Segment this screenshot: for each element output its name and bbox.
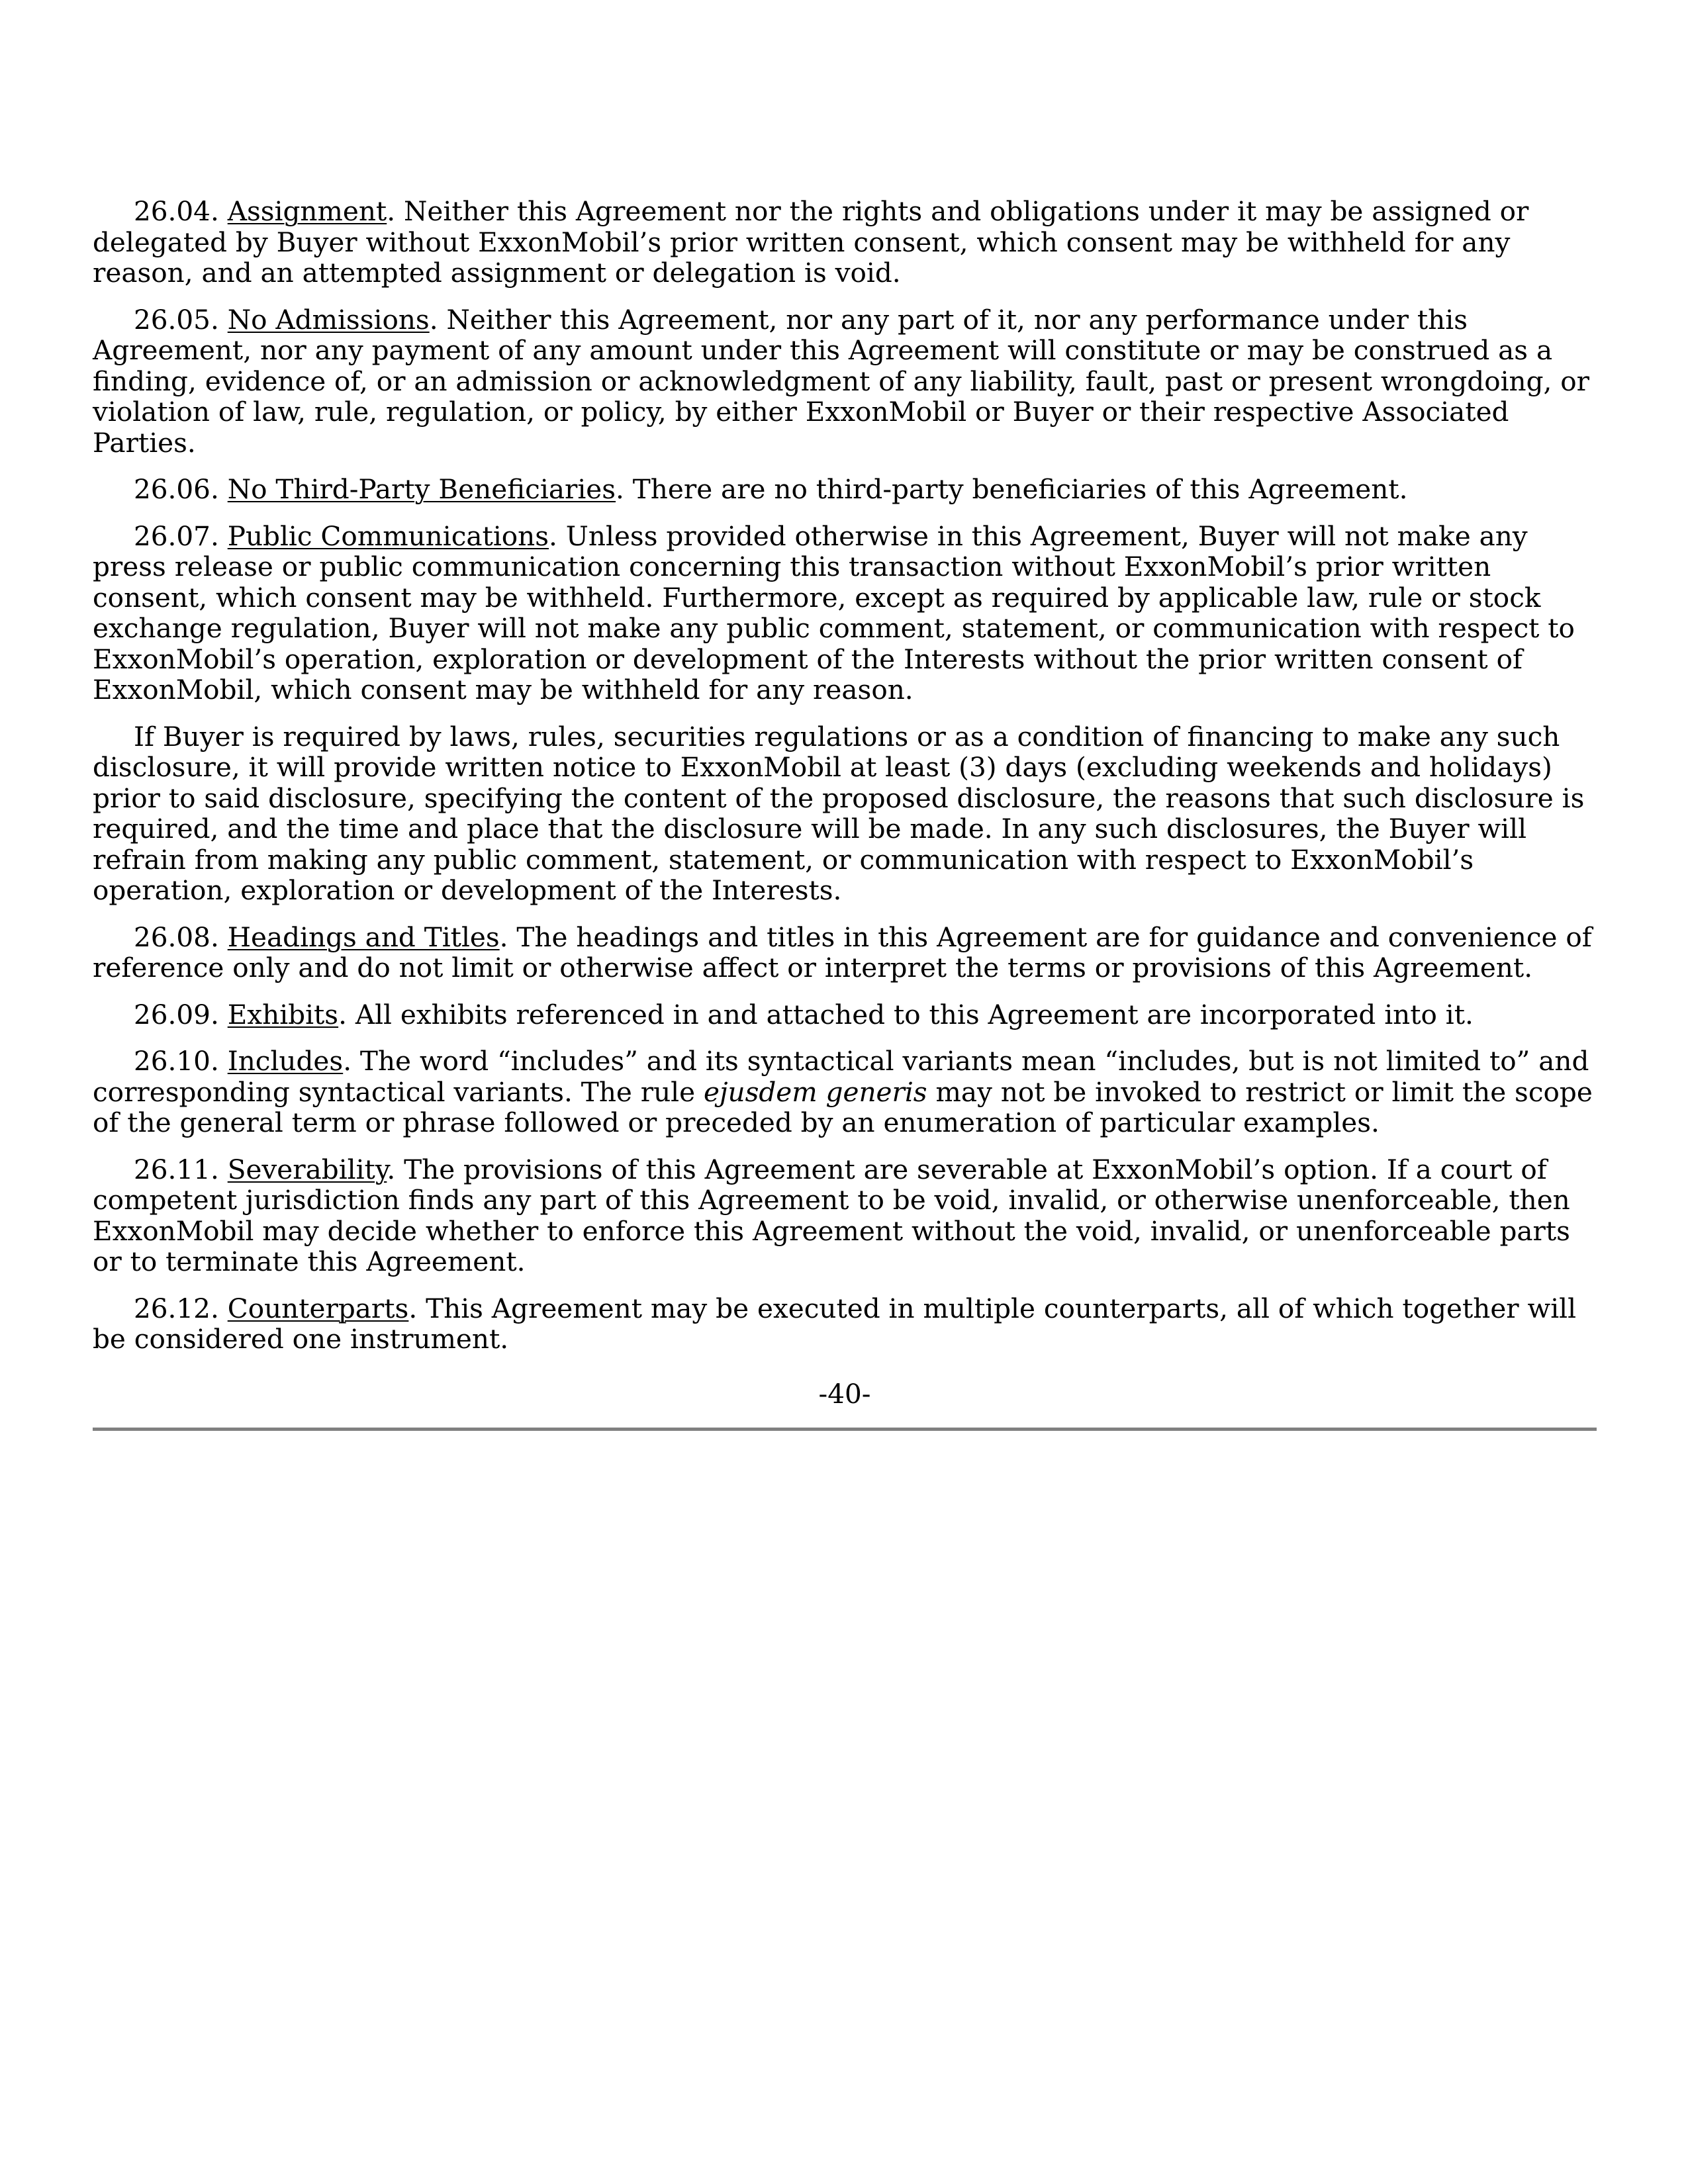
section-heading: Exhibits	[227, 998, 339, 1030]
section-text: . The provisions of this Agreement are severable at ExxonMobil’s option. If a court of competent jurisdiction finds any part of this Agreement to be void, invalid, or otherwise unenforceable, then ExxonMobil may decide whether to enforce this Agreement without the void, invalid, or unenforceable parts or to terminate this Agreement.	[93, 1153, 1570, 1277]
page-divider	[93, 1428, 1597, 1431]
section-text: . This Agreement may be executed in multiple counterparts, all of which together will be considered one instrument.	[93, 1292, 1577, 1355]
section-heading: Assignment	[227, 195, 387, 227]
section-heading: Public Communications	[227, 520, 549, 552]
section-text: . Unless provided otherwise in this Agreement, Buyer will not make any press release or public communication concerning this transaction without ExxonMobil’s prior written consent, which consent may be withheld. Furthermore, except as required by applicable law, rule or stock exchange regulation, Buyer will not make any public comment, statement, or communication with respect to ExxonMobil’s operation, exploration or development of the Interests without the prior written consent of ExxonMobil, which consent may be withheld for any reason.	[93, 520, 1575, 705]
section-heading: No Third-Party Beneficiaries	[227, 473, 616, 505]
section-26-12	[93, 1293, 1597, 1355]
section-heading: Headings and Titles	[227, 921, 500, 953]
section-number: 26.08.	[134, 921, 228, 953]
section-number: 26.07.	[134, 520, 228, 552]
section-heading: Counterparts	[227, 1292, 409, 1324]
section-text: . All exhibits referenced in and attached to this Agreement are incorporated into it.	[338, 998, 1474, 1030]
section-text-after: may not be invoked to restrict or limit the scope of the general term or phrase followed or preceded by an enumeration of particular examples.	[93, 1075, 1593, 1138]
section-26-10	[93, 1046, 1597, 1138]
section-26-09	[93, 999, 1597, 1030]
section-number: 26.09.	[134, 998, 228, 1030]
section-26-05	[93, 304, 1597, 459]
section-text: . The headings and titles in this Agreement are for guidance and convenience of reference only and do not limit or otherwise affect or interpret the terms or provisions of this Agreement.	[93, 921, 1592, 983]
section-heading: No Admissions	[227, 303, 430, 336]
section-26-04	[93, 196, 1597, 289]
section-number: 26.05.	[134, 303, 228, 336]
section-text: . Neither this Agreement, nor any part of it, nor any performance under this Agreement, nor any payment of any amount under this Agreement will constitute or may be construed as a finding, evidence of, or an admission or acknowledgment of any liability, fault, past or present wrongdoing, or violation of law, rule, regulation, or policy, by either ExxonMobil or Buyer or their respective Associated Parties.	[93, 303, 1590, 459]
section-number: 26.04.	[134, 195, 228, 227]
document-page	[93, 196, 1597, 1431]
section-26-07	[93, 521, 1597, 705]
section-number: 26.06.	[134, 473, 228, 505]
section-number: 26.12.	[134, 1292, 228, 1324]
section-text: . There are no third-party beneficiaries of this Agreement.	[616, 473, 1408, 505]
latin-term: ejusdem generis	[703, 1075, 927, 1108]
section-text: If Buyer is required by laws, rules, securities regulations or as a condition of financing to make any such disclosure, it will provide written notice to ExxonMobil at least (3) days (excluding weekends and holidays) prior to said disclosure, specifying the content of the proposed disclosure, the reasons that such disclosure is required, and the time and place that the disclosure will be made. In any such disclosures, the Buyer will refrain from making any public comment, statement, or communication with respect to ExxonMobil’s operation, exploration or development of the Interests.	[93, 720, 1585, 906]
section-26-07-continuation	[93, 721, 1597, 906]
section-26-06	[93, 474, 1597, 505]
section-text: . The word “includes” and its syntactical variants mean “includes, but is not limited to” and corresponding syntactical variants. The rule	[93, 1045, 1589, 1108]
section-number: 26.10.	[134, 1045, 228, 1077]
section-heading: Includes	[227, 1045, 344, 1077]
section-26-08	[93, 922, 1597, 983]
section-number: 26.11.	[134, 1153, 228, 1185]
section-26-11	[93, 1154, 1597, 1277]
page-number: -40-	[818, 1377, 871, 1410]
section-text: . Neither this Agreement nor the rights and obligations under it may be assigned or delegated by Buyer without ExxonMobil’s prior written consent, which consent may be withheld for any reason, and an attempted assignment or delegation is void.	[93, 195, 1529, 289]
section-heading: Severability	[227, 1153, 387, 1185]
